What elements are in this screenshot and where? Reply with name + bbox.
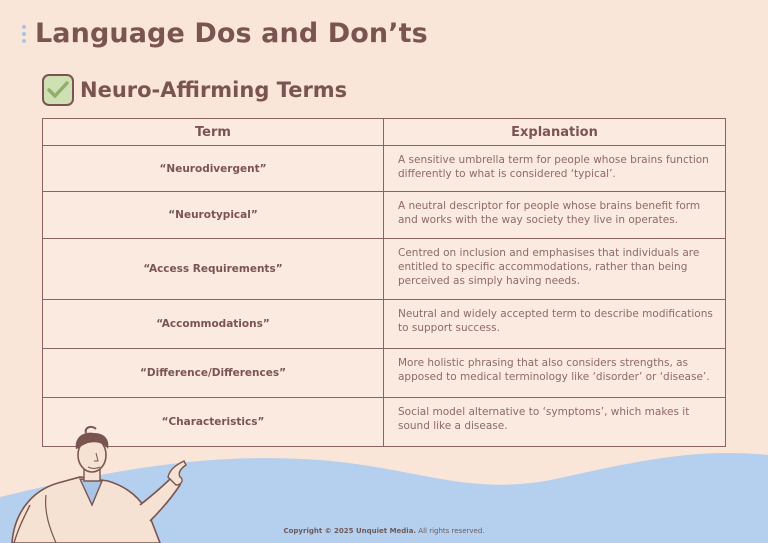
column-header-explanation: Explanation: [384, 119, 726, 146]
copyright-bold: Copyright © 2025 Unquiet Media.: [283, 527, 417, 535]
term-cell: “Neurotypical”: [43, 192, 384, 239]
copyright-rest: All rights reserved.: [416, 527, 485, 535]
section-header: [42, 74, 347, 106]
term-cell: “Neurodivergent”: [43, 146, 384, 192]
table-row: [43, 239, 726, 300]
explanation-cell: A neutral descriptor for people whose brains benefit form and works with the way society they live in operates.: [384, 192, 726, 239]
term-cell: “Characteristics”: [43, 398, 384, 447]
table-header-row: [43, 119, 726, 146]
explanation-cell: Centred on inclusion and emphasises that individuals are entitled to specific accommodations, rather than being perceived as simply having needs.: [384, 239, 726, 300]
copyright-footer: [0, 527, 768, 535]
section-title: Neuro-Affirming Terms: [80, 78, 348, 102]
explanation-cell: More holistic phrasing that also considers strengths, as apposed to medical terminology like ‘disorder’ or ‘disease’.: [384, 349, 726, 398]
table-row: [43, 192, 726, 239]
table-row: [43, 300, 726, 349]
table-row: [43, 349, 726, 398]
person-illustration: [0, 425, 200, 543]
page-title: Language Dos and Don’ts: [35, 18, 428, 49]
decorative-dots: [22, 25, 27, 46]
explanation-cell: Neutral and widely accepted term to describe modifications to support success.: [384, 300, 726, 349]
column-header-term: Term: [43, 119, 384, 146]
terms-table: [42, 118, 726, 447]
table-row: [43, 146, 726, 192]
explanation-cell: A sensitive umbrella term for people whose brains function differently to what is considered ‘typical’.: [384, 146, 726, 192]
term-cell: “Access Requirements”: [43, 239, 384, 300]
checkbox-icon: [42, 74, 74, 106]
explanation-cell: Social model alternative to ‘symptoms’, which makes it sound like a disease.: [384, 398, 726, 447]
term-cell: “Accommodations”: [43, 300, 384, 349]
term-cell: “Difference/Differences”: [43, 349, 384, 398]
